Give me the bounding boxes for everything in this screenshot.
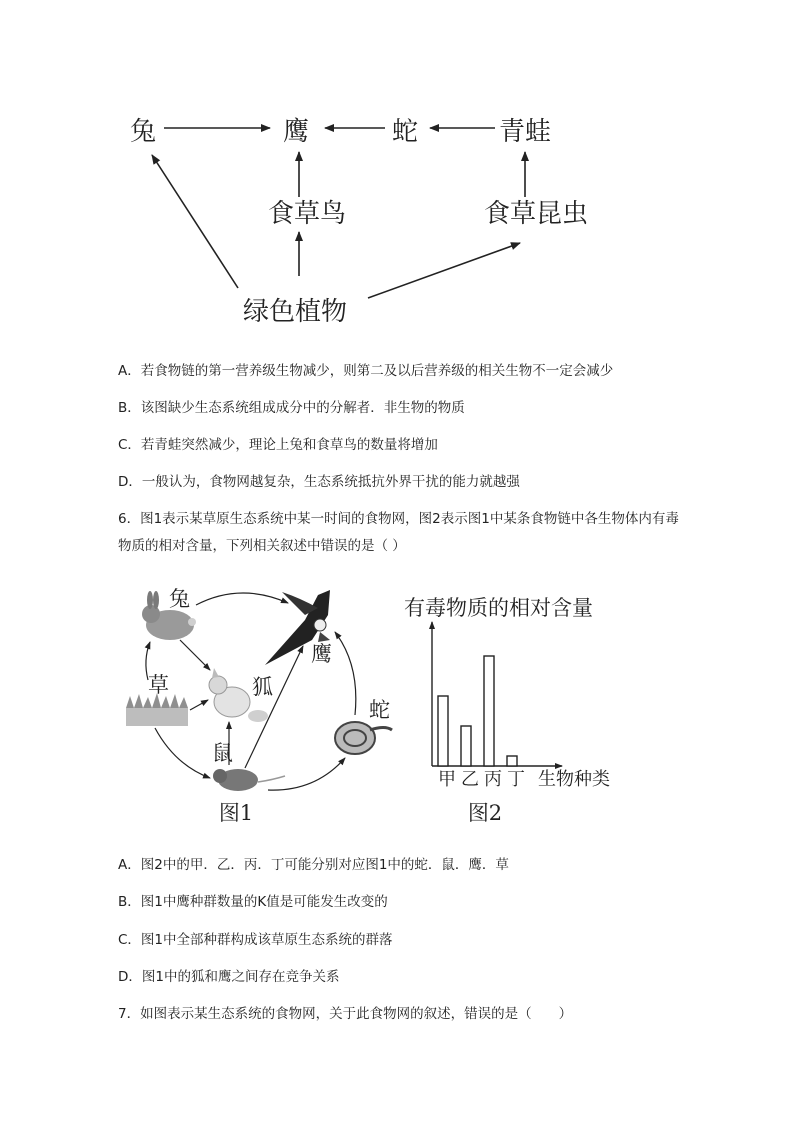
- chart-bar-0: [438, 696, 448, 766]
- label-fox: 狐: [252, 675, 273, 699]
- node-rabbit: 兔: [129, 117, 157, 147]
- arrow-plant-rabbit: [152, 155, 238, 288]
- q6-option-c: C．图1中全部种群构成该草原生态系统的群落: [118, 932, 393, 948]
- label-rabbit: 兔: [169, 587, 190, 611]
- label-snake: 蛇: [369, 698, 390, 722]
- node-green-plant: 绿色植物: [242, 297, 348, 327]
- q6-stem: 6．图1表示某草原生态系统中某一时间的食物网，图2表示图1中某条食物链中各生物体内有毒物质的相对含量，下列相关叙述中错误的是（ ）: [118, 511, 679, 554]
- q7-stem: 7．如图表示某生态系统的食物网，关于此食物网的叙述，错误的是（ ）: [118, 1006, 573, 1022]
- chart-title: 有毒物质的相对含量: [404, 596, 593, 620]
- chart-bar-2: [484, 656, 494, 766]
- food-web-diagram: [0, 0, 794, 340]
- q6-option-b: B．图1中鹰种群数量的K值是可能发生改变的: [118, 894, 388, 910]
- figure-1-caption: 图1: [218, 801, 254, 825]
- chart-category-label-3: 丁: [507, 769, 525, 790]
- arrow-plant-insect: [368, 243, 520, 298]
- q5-option-c: C．若青蛙突然减少，理论上兔和食草鸟的数量将增加: [118, 437, 438, 453]
- q5-option-b: B．该图缺少生态系统组成成分中的分解者．非生物的物质: [118, 400, 465, 416]
- node-hawk: 鹰: [282, 117, 310, 147]
- chart-category-label-0: 甲: [438, 769, 456, 790]
- chart-x-axis-label: 生物种类: [538, 769, 610, 790]
- node-snake: 蛇: [391, 117, 419, 147]
- chart-bars: [438, 656, 517, 766]
- node-herbivorous-bird: 食草鸟: [267, 199, 347, 229]
- label-hawk: 鹰: [311, 642, 332, 666]
- chart-bar-3: [507, 756, 517, 766]
- q5-option-a: A．若食物链的第一营养级生物减少，则第二及以后营养级的相关生物不一定会减少: [118, 363, 614, 379]
- chart-category-label-1: 乙: [461, 769, 479, 790]
- q6-option-d: D．图1中的狐和鹰之间存在竞争关系: [118, 969, 340, 985]
- node-herbivorous-insect: 食草昆虫: [483, 199, 589, 229]
- figure-2-chart: [0, 570, 794, 870]
- chart-category-label-2: 丙: [484, 769, 502, 790]
- chart-bar-1: [461, 726, 471, 766]
- q6-option-a: A．图2中的甲．乙．丙．丁可能分别对应图1中的蛇．鼠．鹰．草: [118, 857, 509, 873]
- label-grass: 草: [148, 673, 169, 697]
- node-frog: 青蛙: [498, 117, 552, 147]
- q5-option-d: D．一般认为，食物网越复杂，生态系统抵抗外界干扰的能力就越强: [118, 474, 520, 490]
- chart-category-labels: [438, 769, 525, 790]
- label-mouse: 鼠: [212, 741, 233, 765]
- figure-2-caption: 图2: [467, 801, 503, 825]
